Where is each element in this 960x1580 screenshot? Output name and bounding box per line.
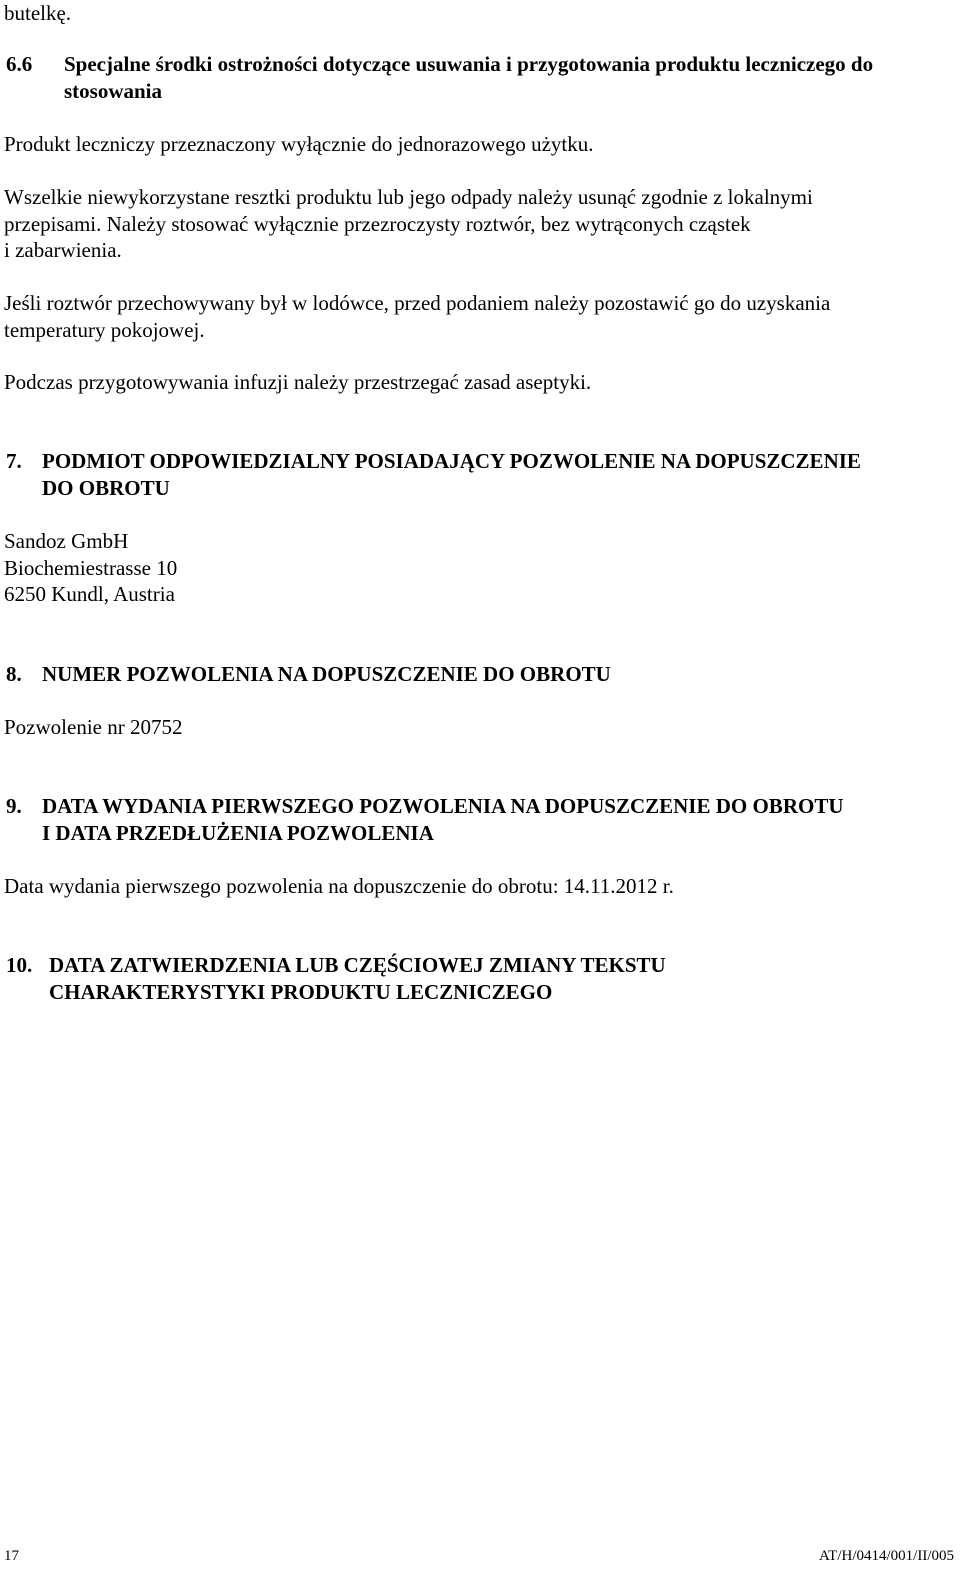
title-line: I DATA PRZEDŁUŻENIA POZWOLENIA	[42, 820, 434, 845]
company-address	[4, 528, 177, 608]
authorization-number: Pozwolenie nr 20752	[4, 715, 183, 739]
section-title	[42, 793, 844, 846]
title-line: stosowania	[64, 78, 163, 103]
text-line: przepisami. Należy stosować wyłącznie przezroczysty roztwór, bez wytrąconych cząstek	[4, 211, 751, 236]
text-line: Jeśli roztwór przechowywany był w lodówce, przed podaniem należy pozostawić go do uzyskania	[4, 291, 831, 315]
text-line: Wszelkie niewykorzystane resztki produktu lub jego odpady należy usunąć zgodnie z lokalnymi	[4, 185, 813, 209]
section-title	[64, 51, 873, 104]
top-fragment: butelkę.	[4, 1, 72, 25]
section-title	[42, 448, 861, 501]
section-number: 10.	[6, 953, 33, 977]
title-line: DO OBROTU	[42, 475, 170, 500]
document-reference: AT/H/0414/001/II/005	[819, 1548, 954, 1564]
title-line: DATA WYDANIA PIERWSZEGO POZWOLENIA NA DOPUSZCZENIE DO OBROTU	[42, 794, 844, 818]
paragraph	[4, 369, 591, 396]
text-line: temperatury pokojowej.	[4, 317, 205, 342]
title-line: CHARAKTERYSTYKI PRODUKTU LECZNICZEGO	[49, 979, 553, 1004]
title-line: DATA ZATWIERDZENIA LUB CZĘŚCIOWEJ ZMIANY TEKSTU	[49, 953, 666, 977]
text-line: i zabarwienia.	[4, 238, 122, 263]
authorization-date: Data wydania pierwszego pozwolenia na dopuszczenie do obrotu: 14.11.2012 r.	[4, 874, 674, 898]
title-line: PODMIOT ODPOWIEDZIALNY POSIADAJĄCY POZWOLENIE NA DOPUSZCZENIE	[42, 449, 861, 473]
address-line: Biochemiestrasse 10	[4, 555, 178, 580]
paragraph	[4, 290, 830, 343]
section-number: 6.6	[6, 52, 33, 76]
address-line: Sandoz GmbH	[4, 529, 129, 553]
section-number: 9.	[6, 794, 22, 818]
title-line: Specjalne środki ostrożności dotyczące usuwania i przygotowania produktu leczniczego do	[64, 52, 874, 76]
section-number: 7.	[6, 449, 22, 473]
section-title: NUMER POZWOLENIA NA DOPUSZCZENIE DO OBROTU	[42, 662, 611, 686]
section-title	[49, 952, 666, 1005]
text-line: Podczas przygotowywania infuzji należy przestrzegać zasad aseptyki.	[4, 370, 592, 394]
section-number: 8.	[6, 662, 22, 686]
address-line: 6250 Kundl, Austria	[4, 582, 175, 607]
paragraph	[4, 184, 813, 264]
page-number: 17	[4, 1548, 19, 1564]
text-line: Produkt leczniczy przeznaczony wyłącznie do jednorazowego użytku.	[4, 132, 594, 156]
paragraph	[4, 131, 594, 158]
